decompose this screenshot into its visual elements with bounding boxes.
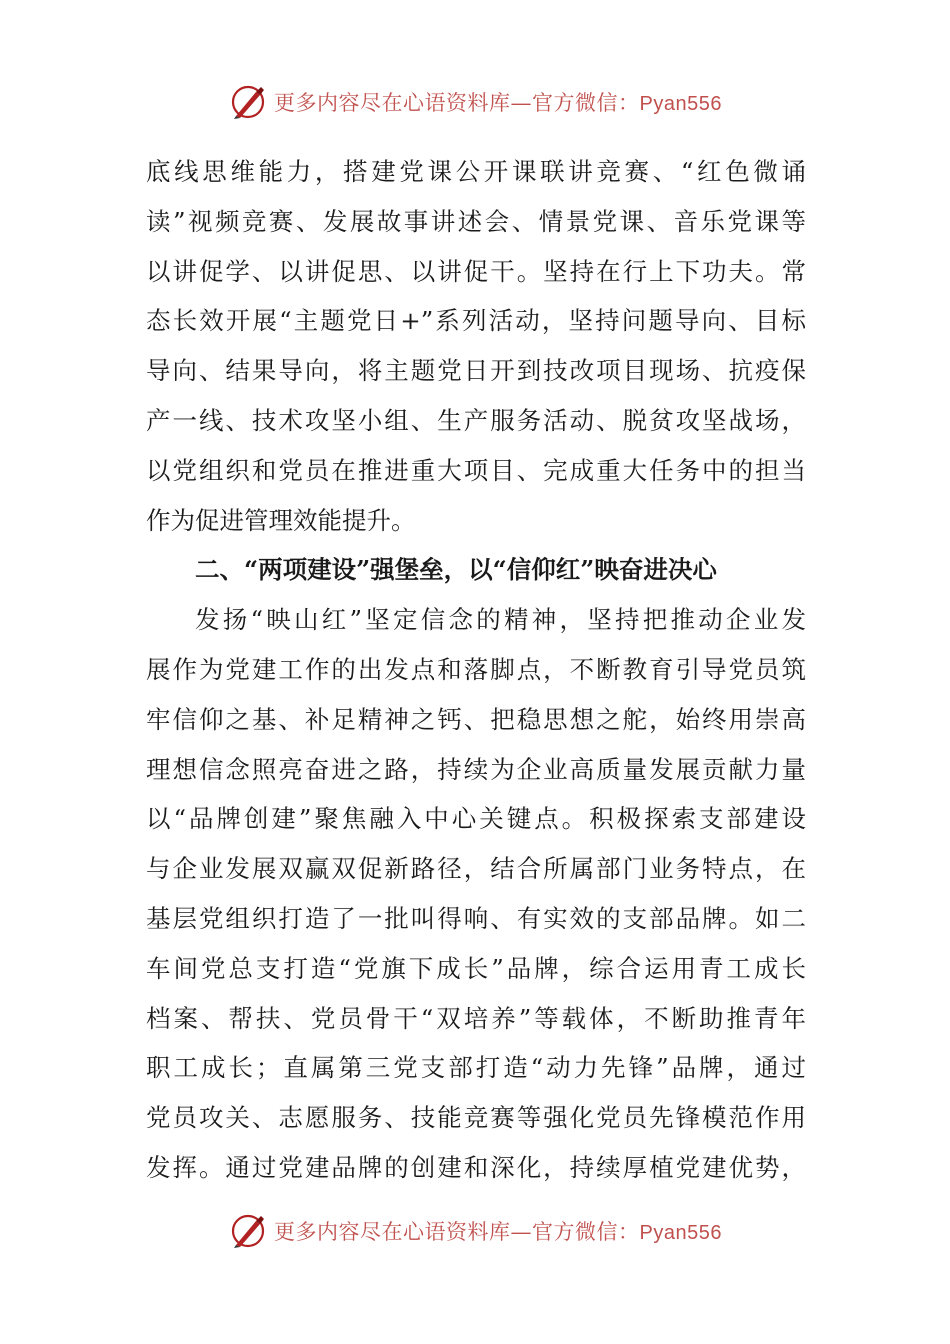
text-line: 展作为党建工作的出发点和落脚点，不断教育引导党员筑 bbox=[146, 654, 806, 684]
pen-logo-icon bbox=[228, 82, 268, 122]
text-line: 职工成长；直属第三党支部打造“动力先锋”品牌，通过 bbox=[146, 1053, 806, 1083]
text-line: 与企业发展双赢双促新路径，结合所属部门业务特点，在 bbox=[146, 854, 806, 884]
text-line: 产一线、技术攻坚小组、生产服务活动、脱贫攻坚战场， bbox=[146, 405, 806, 435]
text-line: 党员攻关、志愿服务、技能竞赛等强化党员先锋模范作用 bbox=[146, 1103, 806, 1133]
text-line: 底线思维能力，搭建党课公开课联讲竞赛、“红色微诵 bbox=[146, 157, 806, 186]
text-line: 档案、帮扶、党员骨干“双培养”等载体，不断助推青年 bbox=[146, 1003, 806, 1033]
section-heading: 二、“两项建设”强堡垒，以“信仰红”映奋进决心 bbox=[195, 555, 717, 585]
banner-text: 更多内容尽在心语资料库—官方微信：Pyan556 bbox=[274, 1220, 722, 1244]
text-line: 车间党总支打造“党旗下成长”品牌，综合运用青工成长 bbox=[146, 953, 806, 983]
document-body bbox=[146, 147, 806, 1193]
wechat-id: Pyan556 bbox=[639, 93, 722, 115]
text-line: 作为促进管理效能提升。 bbox=[146, 505, 416, 535]
text-line: 以讲促学、以讲促思、以讲促干。坚持在行上下功夫。常 bbox=[146, 256, 806, 286]
text-line: 发扬“映山红”坚定信念的精神，坚持把推动企业发 bbox=[195, 605, 806, 635]
text-line: 基层党组织打造了一批叫得响、有实效的支部品牌。如二 bbox=[146, 903, 806, 933]
banner-text: 更多内容尽在心语资料库—官方微信：Pyan556 bbox=[274, 91, 722, 115]
text-line: 牢信仰之基、补足精神之钙、把稳思想之舵，始终用崇高 bbox=[146, 704, 806, 734]
footer-banner bbox=[0, 1209, 950, 1253]
text-line: 发挥。通过党建品牌的创建和深化，持续厚植党建优势， bbox=[146, 1152, 806, 1182]
pen-logo-icon bbox=[228, 1211, 268, 1251]
text-line: 以“品牌创建”聚焦融入中心关键点。积极探索支部建设 bbox=[146, 804, 806, 834]
text-line: 导向、结果导向，将主题党日开到技改项目现场、抗疫保 bbox=[146, 356, 806, 386]
text-line: 读”视频竞赛、发展故事讲述会、情景党课、音乐党课等 bbox=[146, 206, 806, 236]
wechat-id: Pyan556 bbox=[639, 1222, 722, 1244]
text-line: 态长效开展“主题党日+”系列活动，坚持问题导向、目标 bbox=[146, 306, 806, 336]
text-line: 以党组织和党员在推进重大项目、完成重大任务中的担当 bbox=[146, 455, 806, 485]
header-banner bbox=[0, 80, 950, 124]
text-line: 理想信念照亮奋进之路，持续为企业高质量发展贡献力量 bbox=[146, 754, 806, 784]
